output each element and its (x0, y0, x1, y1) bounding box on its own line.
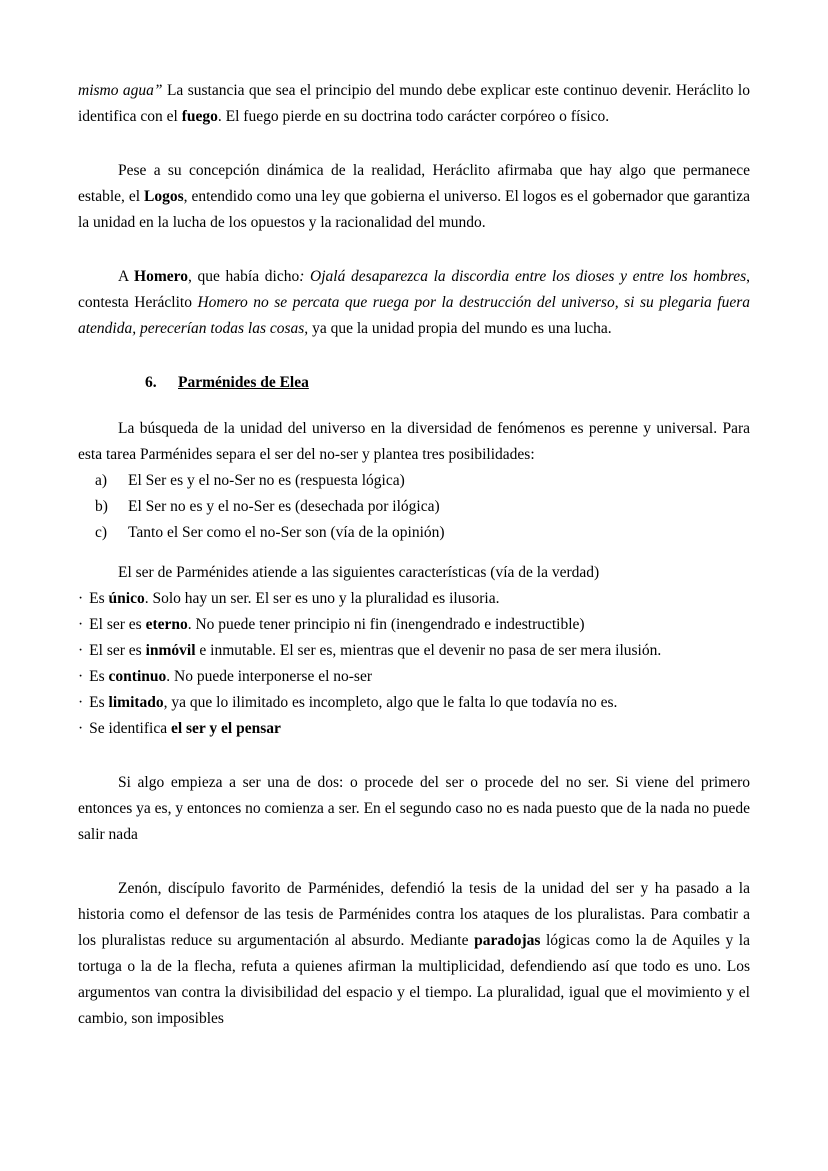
text-run: Es (89, 694, 109, 711)
bullet-marker: · (78, 616, 84, 633)
text-run: , ya que lo ilimitado es incompleto, algo que le falta lo que todavía no es. (163, 694, 618, 711)
list-item (78, 468, 750, 494)
list-marker: c) (95, 524, 108, 541)
bullet-marker: · (78, 694, 84, 711)
text-run: A (118, 268, 135, 285)
text-run: Homero (134, 268, 188, 285)
text-run: El Ser es y el no-Ser no es (respuesta lógica) (128, 472, 405, 489)
text-run: Se identifica (89, 720, 171, 737)
bullet-item-limitado (78, 690, 750, 716)
list-item (78, 494, 750, 520)
text-run: único (108, 590, 145, 607)
paragraph-empezar-a-ser (78, 770, 750, 848)
paragraph-logos (78, 158, 750, 236)
paragraph-busqueda-unidad (78, 416, 750, 468)
text-run: limitado (108, 694, 164, 711)
bullet-item-eterno (78, 612, 750, 638)
text-run: Homero no se percata que ruega por la destrucción del universo, si su plegaria fuera atendida, perecerían todas las cosas, (78, 294, 750, 337)
text-run: La sustancia que sea el principio del mundo debe explicar este continuo devenir. Heráclito lo identifica con el (78, 82, 750, 125)
text-run: Pese a su concepción dinámica de la realidad, Heráclito afirmaba que hay algo que permanece estable, el (78, 162, 750, 205)
text-run: Tanto el Ser como el no-Ser son (vía de la opinión) (128, 524, 445, 541)
text-run: ya que la unidad propia del mundo es una lucha. (308, 320, 612, 337)
bullet-item-unico (78, 586, 750, 612)
text-run: El ser es (89, 616, 146, 633)
text-run: : Ojalá desaparezca la discordia entre los dioses y entre los hombres (299, 268, 747, 285)
bullet-item-continuo (78, 664, 750, 690)
text-run: Si algo empieza a ser una de dos: o procede del ser o procede del no ser. Si viene del primero entonces ya es, y entonces no comienza a ser. En el segundo caso no es nada puesto que de la nada no puede salir nada (78, 774, 750, 843)
text-run: El ser es (89, 642, 146, 659)
text-run: Es (89, 668, 109, 685)
text-run: El Ser no es y el no-Ser es (desechada por ilógica) (128, 498, 440, 515)
text-run: paradojas (474, 932, 541, 949)
possibilities-list (78, 468, 750, 546)
text-run: eterno (145, 616, 188, 633)
paragraph-zenon (78, 876, 750, 1032)
text-run: Es (89, 590, 109, 607)
text-run: continuo (108, 668, 167, 685)
text-run: El ser de Parménides atiende a las siguientes características (vía de la verdad) (118, 564, 600, 581)
list-marker: a) (95, 472, 108, 489)
text-run: Logos (144, 188, 184, 205)
text-run: . No puede interponerse el no-ser (166, 668, 372, 685)
text-run: , contesta Heráclito (78, 268, 750, 311)
bullet-marker: · (78, 642, 84, 659)
list-item (78, 520, 750, 546)
paragraph-homero (78, 264, 750, 342)
text-run: el ser y el pensar (170, 720, 281, 737)
text-run: inmóvil (145, 642, 196, 659)
paragraph-caracteristicas-intro (78, 560, 750, 586)
section-number: 6. (145, 374, 157, 391)
bullet-marker: · (78, 668, 84, 685)
text-run: La búsqueda de la unidad del universo en la diversidad de fenómenos es perenne y universal. Para esta tarea Parménides separa el ser del no-ser y plantea tres posibilidades: (78, 420, 750, 463)
text-run: mismo agua” (78, 82, 167, 99)
text-run: lógicas como la de Aquiles y la tortuga o la de la flecha, refuta a quienes afirman la multiplicidad, defendiendo así que todo es uno. Los argumentos van contra la divisibilidad del espacio y el tiempo. La pluralidad, igual que el movimiento y el cambio, son imposibles (78, 932, 750, 1027)
bullet-marker: · (78, 720, 84, 737)
text-run: . El fuego pierde en su doctrina todo carácter corpóreo o físico. (217, 108, 610, 125)
characteristics-bullet-list (78, 586, 750, 742)
section-heading-parmenides (78, 370, 750, 396)
paragraph-heraclito-fuego (78, 78, 750, 130)
text-run: fuego (181, 108, 218, 125)
bullet-item-inmovil (78, 638, 750, 664)
text-run: . Solo hay un ser. El ser es uno y la pluralidad es ilusoria. (144, 590, 500, 607)
list-marker: b) (95, 498, 108, 515)
document-body (78, 78, 750, 1032)
section-title: Parménides de Elea (178, 374, 309, 391)
bullet-marker: · (78, 590, 84, 607)
bullet-item-ser-pensar (78, 716, 750, 742)
text-run: , que había dicho (187, 268, 300, 285)
text-run: . No puede tener principio ni fin (inengendrado e indestructible) (187, 616, 585, 633)
text-run: , entendido como una ley que gobierna el universo. El logos es el gobernador que garantiza la unidad en la lucha de los opuestos y la racionalidad del mundo. (78, 188, 750, 231)
text-run: e inmutable. El ser es, mientras que el devenir no pasa de ser mera ilusión. (195, 642, 662, 659)
text-run: Zenón, discípulo favorito de Parménides, defendió la tesis de la unidad del ser y ha pasado a la historia como el defensor de las tesis de Parménides contra los ataques de los pluralistas. Para combatir a los pluralistas reduce su argumentación al absurdo. Mediante (78, 880, 750, 949)
